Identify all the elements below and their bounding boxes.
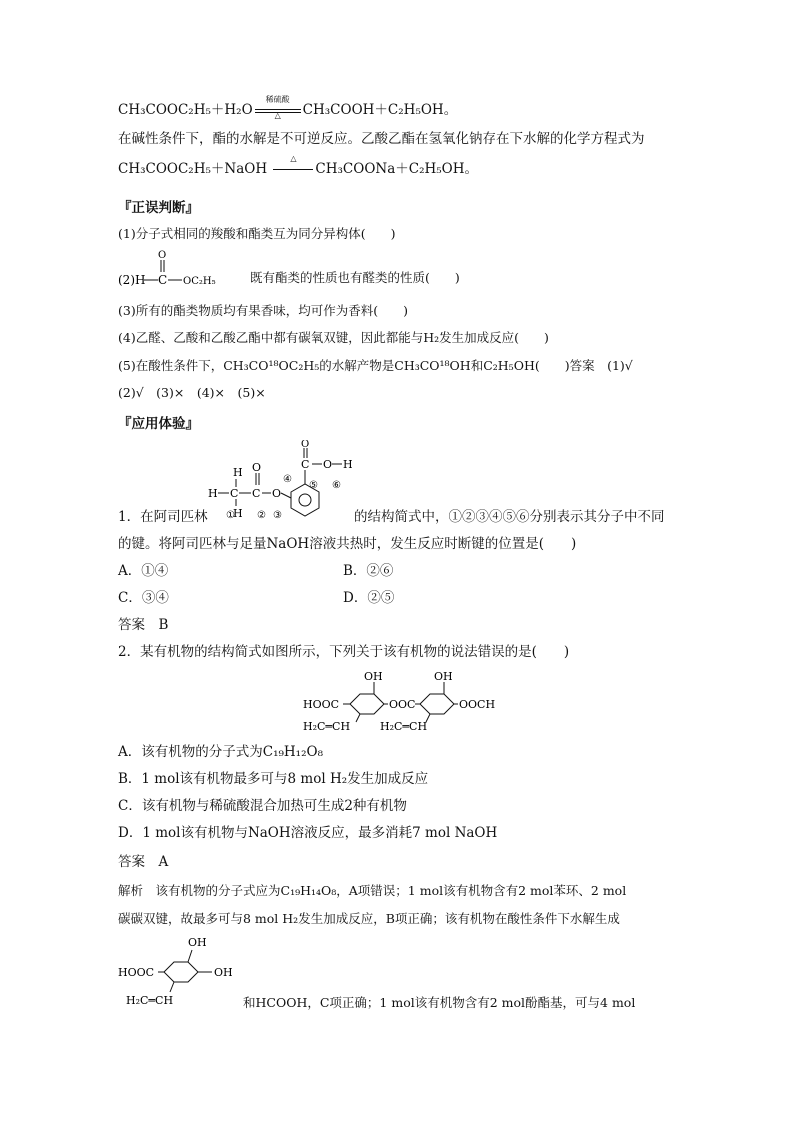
item2-prefix: (2)H xyxy=(118,273,146,287)
q2-option-b[interactable]: B．1 mol该有机物最多可与8 mol H₂发生加成反应 xyxy=(118,771,429,787)
svg-text:C: C xyxy=(301,458,310,471)
svg-text:H: H xyxy=(208,487,218,500)
judge-item-5: (5)在酸性条件下，CH₃CO¹⁸OC₂H₅的水解产物是CH₃CO¹⁸OH和C₂H₅OH( )答案 (1)√ xyxy=(118,358,633,373)
product-structure xyxy=(116,930,246,1010)
q1-option-a[interactable]: A．①④ xyxy=(118,563,169,579)
equation-alkaline-hydrolysis xyxy=(118,153,479,180)
svg-text:H₂C═CH: H₂C═CH xyxy=(380,720,428,733)
bond-mark-1: ① xyxy=(226,510,235,521)
eq1-right: CH₃COOH＋C₂H₅OH。 xyxy=(302,102,458,118)
reversible-arrow xyxy=(255,109,301,110)
bond-mark-2: ② xyxy=(257,510,266,521)
svg-text:O: O xyxy=(252,461,262,474)
q1-stem xyxy=(118,507,665,527)
aspirin-structure xyxy=(205,440,365,522)
compound-structure xyxy=(300,668,500,738)
svg-text:C: C xyxy=(230,487,239,500)
equation-acid-hydrolysis xyxy=(118,94,458,121)
eq2-left: CH₃COOC₂H₅＋NaOH xyxy=(118,161,268,177)
q2-option-d[interactable]: D．1 mol该有机物与NaOH溶液反应，最多消耗7 mol NaOH xyxy=(118,825,498,841)
q2-option-a[interactable]: A．该有机物的分子式为C₁₉H₁₂O₈ xyxy=(118,744,323,760)
eq2-cond: △ xyxy=(290,153,297,163)
svg-text:HOOC: HOOC xyxy=(303,698,340,711)
svg-text:O: O xyxy=(301,440,310,450)
svg-text:H₂C═CH: H₂C═CH xyxy=(303,720,351,733)
q1-option-b[interactable]: B．②⑥ xyxy=(343,563,394,579)
svg-text:OH: OH xyxy=(214,966,233,979)
eq2-right: CH₃COONa＋C₂H₅OH。 xyxy=(315,161,479,177)
bond-mark-6: ⑥ xyxy=(332,480,341,491)
judge-answers: (2)√ (3)× (4)× (5)× xyxy=(118,385,266,400)
svg-text:HOOC: HOOC xyxy=(118,966,155,979)
eq1-cond-top: 稀硫酸 xyxy=(265,94,290,104)
q1-answer: 答案 B xyxy=(118,617,169,633)
analysis-line-3: 和HCOOH，C项正确；1 mol该有机物含有2 mol酚酯基，可与4 mol xyxy=(243,995,636,1010)
judge-item-3: (3)所有的酯类物质均有果香味，均可作为香料( ) xyxy=(118,303,408,318)
judge-item-4: (4)乙醛、乙酸和乙酸乙酯中都有碳氧双键，因此都能与H₂发生加成反应( ) xyxy=(118,330,549,345)
formate-ester-structure xyxy=(118,248,248,288)
svg-text:C: C xyxy=(252,487,261,500)
alkaline-text: 在碱性条件下，酯的水解是不可逆反应。乙酸乙酯在氢氧化钠存在下水解的化学方程式为 xyxy=(118,131,645,147)
bond-mark-5: ⑤ xyxy=(309,480,318,491)
q1-stem-line2: 的键。将阿司匹林与足量NaOH溶液共热时，发生反应时断键的位置是( ) xyxy=(118,536,577,552)
judge-item-1: (1)分子式相同的羧酸和酯类互为同分异构体( ) xyxy=(118,226,396,241)
q2-answer: 答案 A xyxy=(118,854,169,870)
q2-option-c[interactable]: C．该有机物与稀硫酸混合加热可生成2种有机物 xyxy=(118,798,407,814)
svg-text:OH: OH xyxy=(434,670,453,683)
item2-oxygen: O xyxy=(158,250,167,261)
section-title-apply: 『应用体验』 xyxy=(118,416,199,432)
svg-text:H: H xyxy=(233,507,243,520)
q1-prefix: 1．在阿司匹林 xyxy=(118,509,208,525)
item2-carbon: C xyxy=(158,273,168,287)
section-title-judge: 『正误判断』 xyxy=(118,200,199,216)
bond-mark-4: ④ xyxy=(283,474,292,485)
analysis-line-2: 碳碳双键，故最多可与8 mol H₂发生加成反应，B项正确；该有机物在酸性条件下水解生成 xyxy=(118,911,620,926)
svg-text:OOCH: OOCH xyxy=(459,698,496,711)
item2-ethoxy: OC₂H₅ xyxy=(183,276,216,287)
bond-mark-3: ③ xyxy=(273,510,282,521)
q1-suffix: 的结构简式中，①②③④⑤⑥分别表示其分子中不同 xyxy=(354,509,665,525)
svg-text:OH: OH xyxy=(188,936,207,949)
reaction-condition xyxy=(253,94,303,121)
eq1-cond-bot: △ xyxy=(274,110,281,120)
reaction-arrow xyxy=(271,153,315,180)
svg-text:O: O xyxy=(323,458,333,471)
svg-text:OH: OH xyxy=(364,670,383,683)
analysis-line-1: 解析 该有机物的分子式应为C₁₉H₁₄O₈，A项错误；1 mol该有机物含有2 mol苯环、2 mol xyxy=(118,883,627,898)
svg-text:OOC: OOC xyxy=(389,698,416,711)
svg-text:O: O xyxy=(272,487,282,500)
q1-option-c[interactable]: C．③④ xyxy=(118,590,169,606)
svg-text:H: H xyxy=(343,458,353,471)
eq1-left: CH₃COOC₂H₅＋H₂O xyxy=(118,102,253,118)
q1-option-d[interactable]: D．②⑤ xyxy=(343,590,395,606)
svg-text:H: H xyxy=(233,466,243,479)
svg-text:H₂C═CH: H₂C═CH xyxy=(126,994,174,1007)
judge-item-2-text: 既有酯类的性质也有醛类的性质( ) xyxy=(250,270,460,285)
q2-stem: 2．某有机物的结构简式如图所示，下列关于该有机物的说法错误的是( ) xyxy=(118,644,570,660)
